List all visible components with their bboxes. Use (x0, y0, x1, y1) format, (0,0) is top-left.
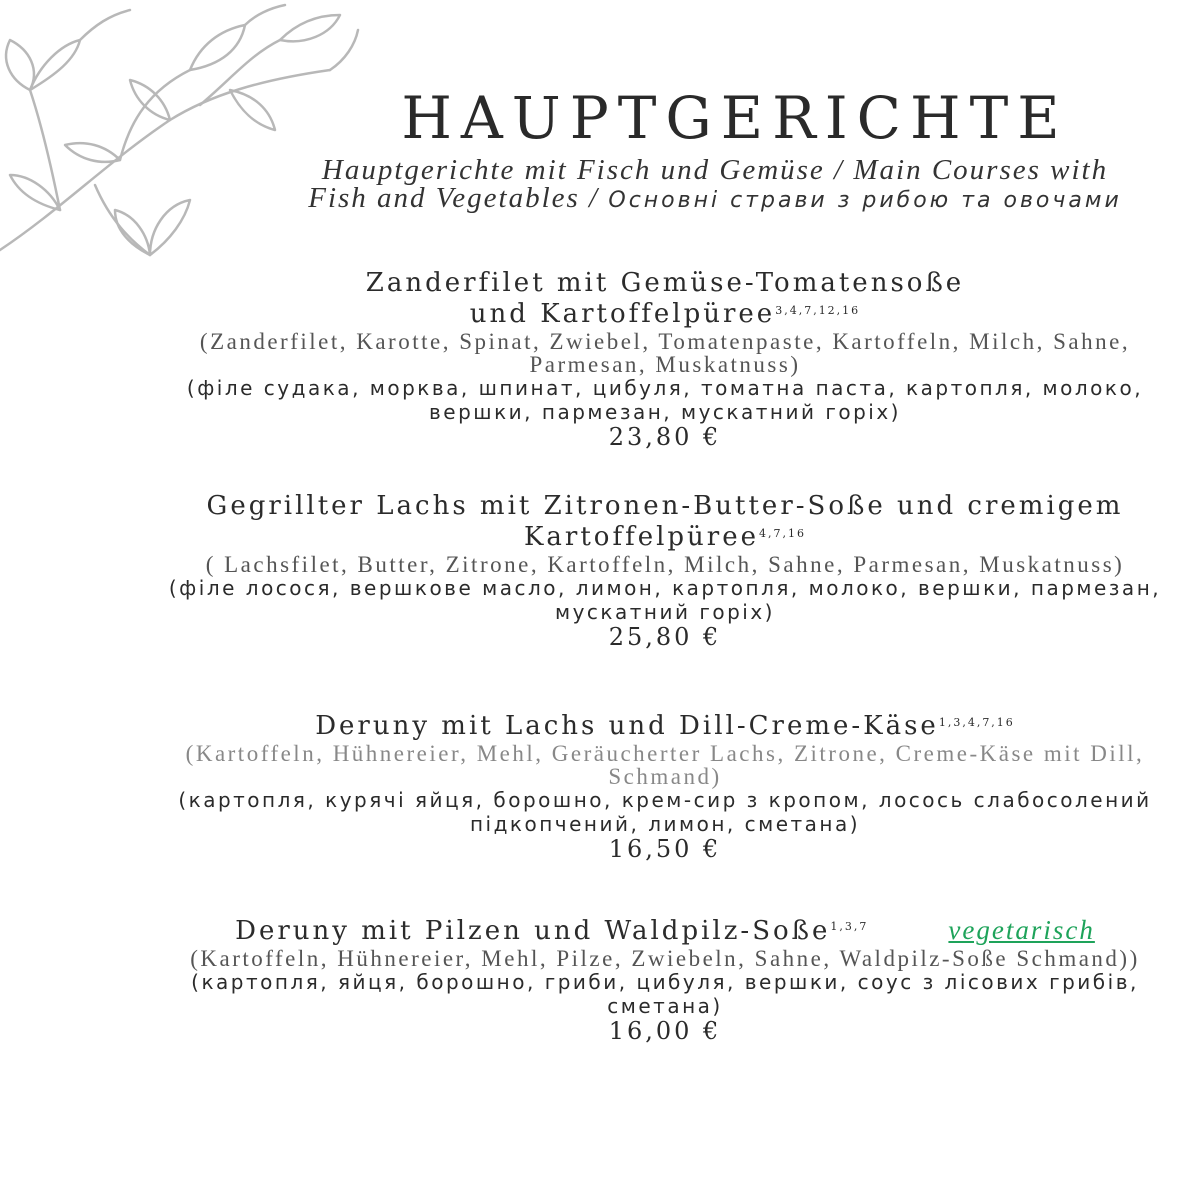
dish-price: 16,00 € (608, 1017, 722, 1045)
menu-header (300, 80, 1130, 215)
ingredients-ua: (філе судака, морква, шпинат, цибуля, томатна паста, картопля, молоко, вершки, пармезан, мускатний горіх) (186, 376, 1144, 424)
vegetarian-badge: vegetarisch (948, 915, 1095, 945)
allergen-codes: 4,7,16 (759, 527, 806, 540)
dish-item (160, 268, 1170, 450)
dish-item (160, 711, 1170, 862)
allergen-codes: 1,3,4,7,16 (938, 716, 1015, 729)
ingredients-de: ( Lachsfilet, Butter, Zitrone, Kartoffeln, Milch, Sahne, Parmesan, Muskatnuss) (205, 552, 1125, 577)
dish-price: 16,50 € (608, 835, 722, 863)
page-subtitle (300, 156, 1130, 215)
dish-item (160, 915, 1170, 1044)
dish-name: Gegrillter Lachs mit Zitronen-Butter-Soße und cremigem Kartoffelpüree$^{4,7,16}$ (206, 491, 1124, 552)
subtitle-ua: Основні страви з рибою та овочами (608, 188, 1122, 213)
allergen-codes: 3,4,7,12,16 (775, 304, 861, 317)
dish-item (160, 491, 1170, 650)
dish-price: 23,80 € (608, 423, 722, 451)
ingredients-ua: (картопля, яйця, борошно, гриби, цибуля, вершки, соус з лісових грибів, сметана) (191, 970, 1139, 1018)
dish-name: Zanderfilet mit Gemüse-Tomatensoße und Kartoffelpüree$^{3,4,7,12,16}$ (365, 268, 965, 329)
page-title: HAUPTGERICHTE (401, 84, 1069, 152)
ingredients-ua: (філе лосося, вершкове масло, лимон, картопля, молоко, вершки, пармезан, мускатний горіх) (168, 576, 1162, 624)
ingredients-de: (Kartoffeln, Hühnereier, Mehl, Geräucherter Lachs, Zitrone, Creme-Käse mit Dill, Schmand) (185, 741, 1145, 789)
allergen-codes: 1,3,7 (830, 920, 869, 933)
dish-name: Deruny mit Lachs und Dill-Creme-Käse$^{1,3,4,7,16}$ (315, 711, 1015, 741)
dish-name: Deruny mit Pilzen und Waldpilz-Soße$^{1,3,7}$ vegetarisch (235, 915, 1095, 946)
ingredients-ua: (картопля, курячі яйця, борошно, крем-сир з кропом, лосось слабосолений підкопчений, лимон, сметана) (178, 788, 1152, 836)
ingredients-de: (Zanderfilet, Karotte, Spinat, Zwiebel, Tomatenpaste, Kartoffeln, Milch, Sahne, Parmesan, Muskatnuss) (199, 329, 1131, 377)
ingredients-de: (Kartoffeln, Hühnereier, Mehl, Pilze, Zwiebeln, Sahne, Waldpilz-Soße Schmand)) (190, 946, 1140, 971)
dish-price: 25,80 € (608, 623, 722, 651)
subtitle-de-en: Hauptgerichte mit Fisch und Gemüse / Main Courses with Fish and Vegetables / (308, 154, 1109, 214)
